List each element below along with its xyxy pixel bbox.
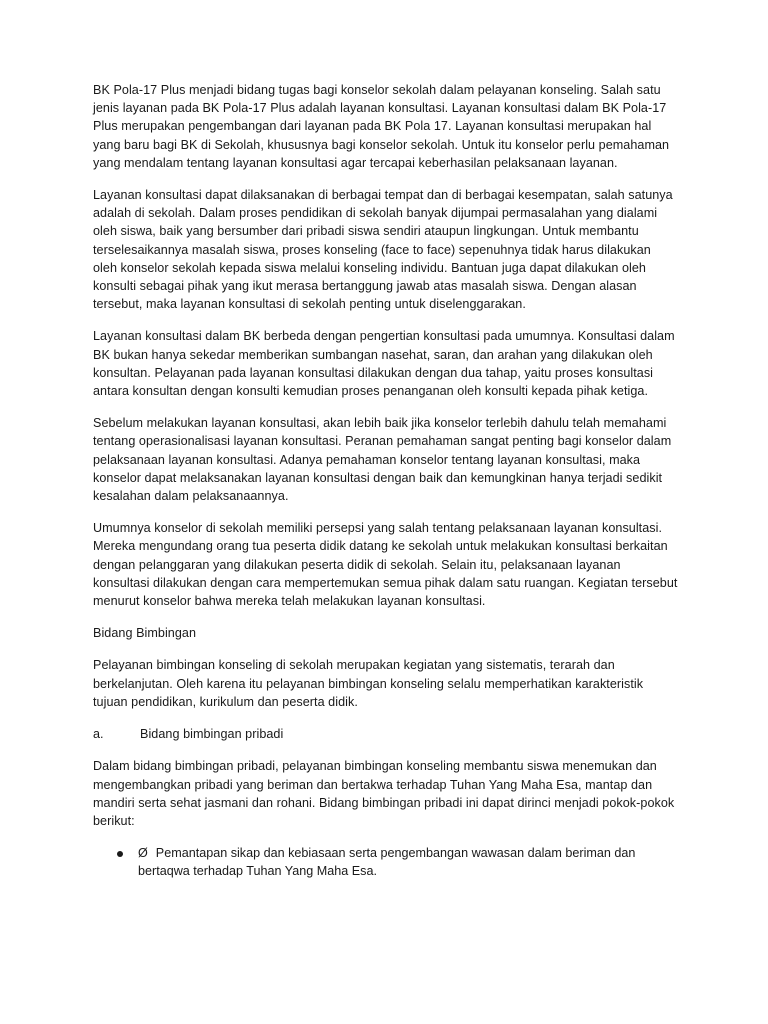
bullet-list xyxy=(93,844,678,880)
subsection-marker: a. xyxy=(93,727,104,742)
list-item xyxy=(93,844,678,880)
paragraph-4: Sebelum melakukan layanan konsultasi, akan lebih baik jika konselor terlebih dahulu telah memahami tentang operasionalisasi layanan konsultasi. Peranan pemahaman sangat penting bagi konselor dalam pelaksanaan layanan konsultasi. Adanya pemahaman konselor tentang layanan konsultasi, maka konselor dapat melaksanakan layanan konsultasi dengan baik dan kemungkinan hanya terjadi sedikit kesalahan dalam pelaksanaannya. xyxy=(93,416,672,504)
paragraph-5: Umumnya konselor di sekolah memiliki persepsi yang salah tentang pelaksanaan layanan konsultasi. Mereka mengundang orang tua peserta didik datang ke sekolah untuk melakukan konsultasi berkaitan dengan pelanggaran yang dilakukan peserta didik di sekolah. Selain itu, pelaksanaan layanan konsultasi dilakukan dengan cara mempertemukan semua pihak dalam satu ruangan. Kegiatan tersebut menurut konselor bahwa mereka telah melakukan layanan konsultasi. xyxy=(93,521,678,609)
subsection-title: Bidang bimbingan pribadi xyxy=(140,727,284,742)
section-heading: Bidang Bimbingan xyxy=(93,626,197,641)
arrow-symbol: Ø xyxy=(138,846,148,861)
subsection-paragraph: Dalam bidang bimbingan pribadi, pelayanan bimbingan konseling membantu siswa menemukan dan mengembangkan pribadi yang beriman dan bertakwa terhadap Tuhan Yang Maha Esa, mantap dan mandiri serta sehat jasmani dan rohani. Bidang bimbingan pribadi ini dapat dirinci menjadi pokok-pokok berikut: xyxy=(93,759,675,828)
list-item-text: Pemantapan sikap dan kebiasaan serta pengembangan wawasan dalam beriman dan bertaqwa terhadap Tuhan Yang Maha Esa. xyxy=(138,846,636,879)
subsection-heading xyxy=(93,725,678,743)
paragraph-1: BK Pola-17 Plus menjadi bidang tugas bagi konselor sekolah dalam pelayanan konseling. Salah satu jenis layanan pada BK Pola-17 Plus adalah layanan konsultasi. Layanan konsultasi dalam BK Pola-17 Plus merupakan pengembangan dari layanan pada BK Pola 17. Layanan konsultasi merupakan hal yang baru bagi BK di Sekolah, khususnya bagi konselor sekolah. Untuk itu konselor perlu pemahaman yang mendalam tentang layanan konsultasi agar tercapai keberhasilan pelaksanaan layanan. xyxy=(93,83,670,170)
paragraph-3: Layanan konsultasi dalam BK berbeda dengan pengertian konsultasi pada umumnya. Konsultasi dalam BK bukan hanya sekedar memberikan sumbangan nasehat, saran, dan arahan yang dilakukan oleh konsultan. Pelayanan pada layanan konsultasi dilakukan dengan dua tahap, yaitu proses konsultasi antara konsultan dengan konsulti kemudian proses penanganan oleh konsulti kepada pihak ketiga. xyxy=(93,329,675,399)
bullet-dot-icon xyxy=(117,851,123,857)
paragraph-2: Layanan konsultasi dapat dilaksanakan di berbagai tempat dan di berbagai kesempatan, salah satunya adalah di sekolah. Dalam proses pendidikan di sekolah banyak dijumpai permasalahan yang dialami oleh siswa, baik yang bersumber dari pribadi siswa sendiri ataupun lingkungan. Untuk membantu terselesaikannya masalah siswa, proses konseling (face to face) sepenuhnya tidak harus dilakukan oleh konselor sekolah kepada siswa melalui konseling individu. Bantuan juga dapat dilakukan oleh konsulti sebagai pihak yang ikut merasa bertanggung jawab atas masalah siswa. Dengan alasan tersebut, maka layanan konsultasi di sekolah penting untuk diselenggarakan. xyxy=(93,188,673,312)
intro-paragraph: Pelayanan bimbingan konseling di sekolah merupakan kegiatan yang sistematis, terarah dan berkelanjutan. Oleh karena itu pelayanan bimbingan konseling selalu memperhatikan karakteristik tujuan pendidikan, kurikulum dan peserta didik. xyxy=(93,658,644,709)
